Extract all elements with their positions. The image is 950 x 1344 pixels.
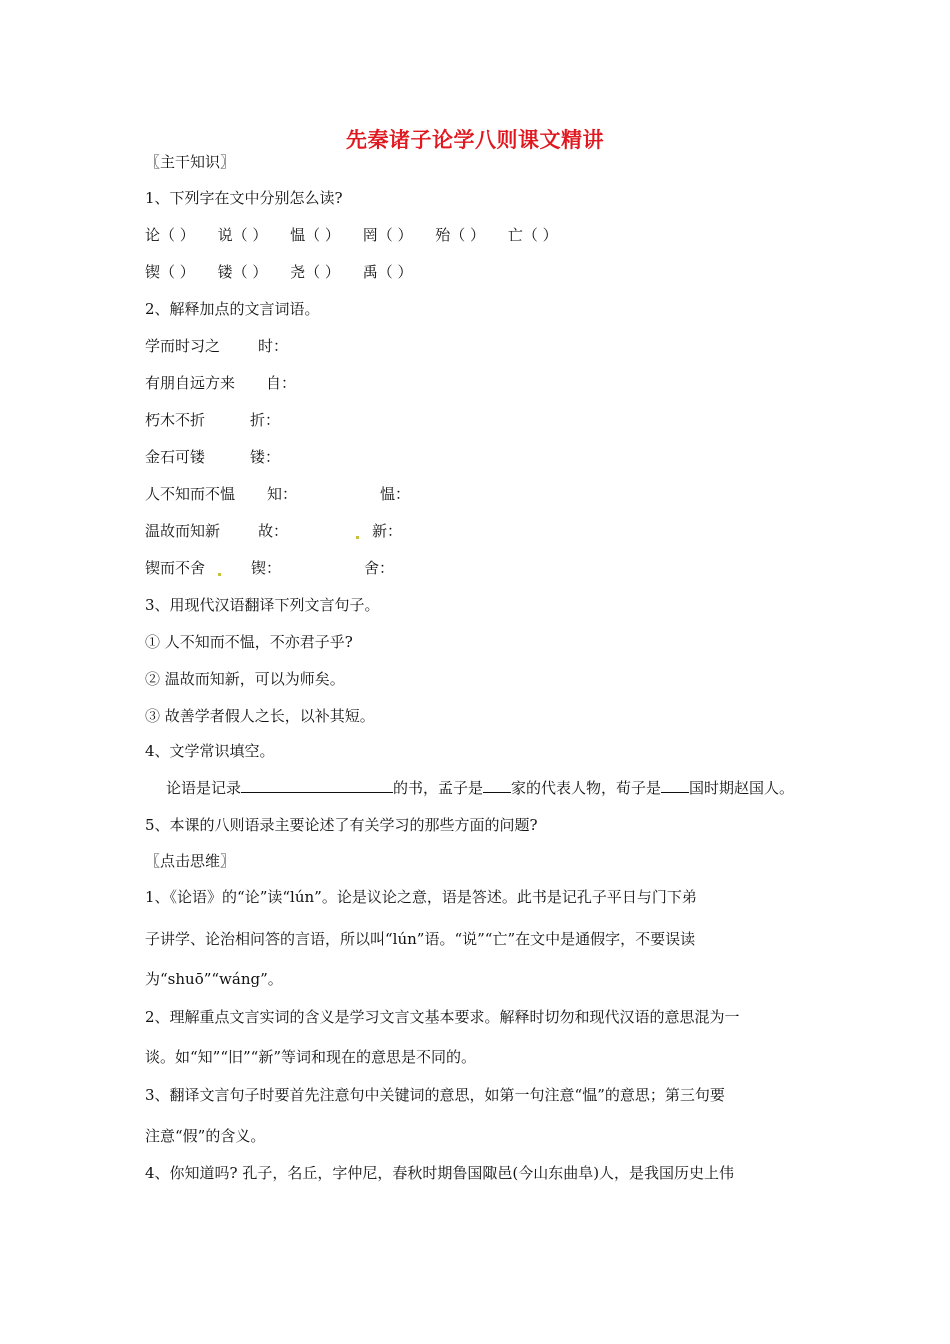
vocab-answer: 知： xyxy=(267,485,298,503)
answer-blank[interactable] xyxy=(661,778,689,793)
fill-text: 家的代表人物，荀子是 xyxy=(511,779,662,797)
pron-item: 镂（ ） xyxy=(217,263,268,281)
translation-item: ① 人不知而不愠，不亦君子乎? xyxy=(145,633,353,651)
paragraph-line: 2、理解重点文言实词的含义是学习文言文基本要求。解释时切勿和现代汉语的意思混为一 xyxy=(145,1008,740,1026)
vocab-phrase: 金石可镂 xyxy=(145,448,206,466)
emphasis-dot xyxy=(356,536,359,539)
vocab-phrase: 学而时习之 xyxy=(145,337,221,355)
pron-item: 禹（ ） xyxy=(362,263,413,281)
pron-item: 尧（ ） xyxy=(290,263,340,281)
paragraph-line: 为“shuō”“wáng”。 xyxy=(145,970,283,988)
vocab-phrase: 锲而不舍 xyxy=(145,559,206,577)
pron-item: 罔（ ） xyxy=(362,226,413,244)
answer-blank[interactable] xyxy=(241,778,393,793)
fill-text: 的书，孟子是 xyxy=(393,779,484,797)
document-title: 先秦诸子论学八则课文精讲 xyxy=(346,127,604,152)
pron-item: 殆（ ） xyxy=(435,226,486,244)
pron-item: 说（ ） xyxy=(217,226,268,244)
question-2: 2、解释加点的文言词语。 xyxy=(145,300,320,318)
paragraph-line: 谈。如“知”“旧”“新”等词和现在的意思是不同的。 xyxy=(145,1048,477,1066)
pron-item: 锲（ ） xyxy=(145,263,195,281)
paragraph-line: 4、你知道吗? 孔子，名丘，字仲尼，春秋时期鲁国陬邑(今山东曲阜)人，是我国历史上伟 xyxy=(145,1164,735,1182)
vocab-answer-2: 愠： xyxy=(380,485,411,503)
pronunciation-row-2 xyxy=(145,262,430,282)
pron-item: 亡（ ） xyxy=(507,226,558,244)
paragraph-line: 3、翻译文言句子时要首先注意句中关键词的意思，如第一句注意“愠”的意思；第三句要 xyxy=(145,1086,725,1104)
fill-text: 论语是记录 xyxy=(166,779,242,797)
section-heading-main-knowledge: 〖主干知识〗 xyxy=(145,153,236,171)
emphasis-dot xyxy=(218,573,221,576)
paragraph-line: 1、《论语》的“论”读“lún”。论是议论之意，语是答述。此书是记孔子平日与门下弟 xyxy=(145,888,697,906)
fill-blank-line xyxy=(166,778,794,798)
vocab-phrase: 有朋自远方来 xyxy=(145,374,236,392)
vocab-answer: 故： xyxy=(258,522,289,540)
question-4: 4、文学常识填空。 xyxy=(145,742,275,760)
vocab-answer: 自： xyxy=(266,374,297,392)
vocab-answer: 镂： xyxy=(250,448,281,466)
pron-item: 论（ ） xyxy=(145,226,195,244)
pronunciation-row-1 xyxy=(145,225,576,245)
vocab-answer: 时： xyxy=(258,337,289,355)
translation-item: ③ 故善学者假人之长，以补其短。 xyxy=(145,707,375,725)
translation-item: ② 温故而知新，可以为师矣。 xyxy=(145,670,345,688)
vocab-answer: 折： xyxy=(250,411,281,429)
vocab-phrase: 人不知而不愠 xyxy=(145,485,236,503)
question-3: 3、用现代汉语翻译下列文言句子。 xyxy=(145,596,380,614)
paragraph-line: 子讲学、论治相问答的言语，所以叫“lún”语。“说”“亡”在文中是通假字，不要误读 xyxy=(145,930,696,948)
fill-text: 国时期赵国人。 xyxy=(689,779,795,797)
pron-item: 愠（ ） xyxy=(290,226,340,244)
question-1: 1、下列字在文中分别怎么读? xyxy=(145,189,343,207)
vocab-phrase: 温故而知新 xyxy=(145,522,221,540)
vocab-answer-2: 舍： xyxy=(364,559,395,577)
question-5: 5、本课的八则语录主要论述了有关学习的那些方面的问题? xyxy=(145,816,538,834)
paragraph-line: 注意“假”的含义。 xyxy=(145,1127,266,1145)
vocab-answer-2: 新： xyxy=(372,522,403,540)
vocab-phrase: 朽木不折 xyxy=(145,411,206,429)
vocab-answer: 锲： xyxy=(251,559,282,577)
answer-blank[interactable] xyxy=(483,778,511,793)
section-heading-thinking: 〖点击思维〗 xyxy=(145,852,236,870)
